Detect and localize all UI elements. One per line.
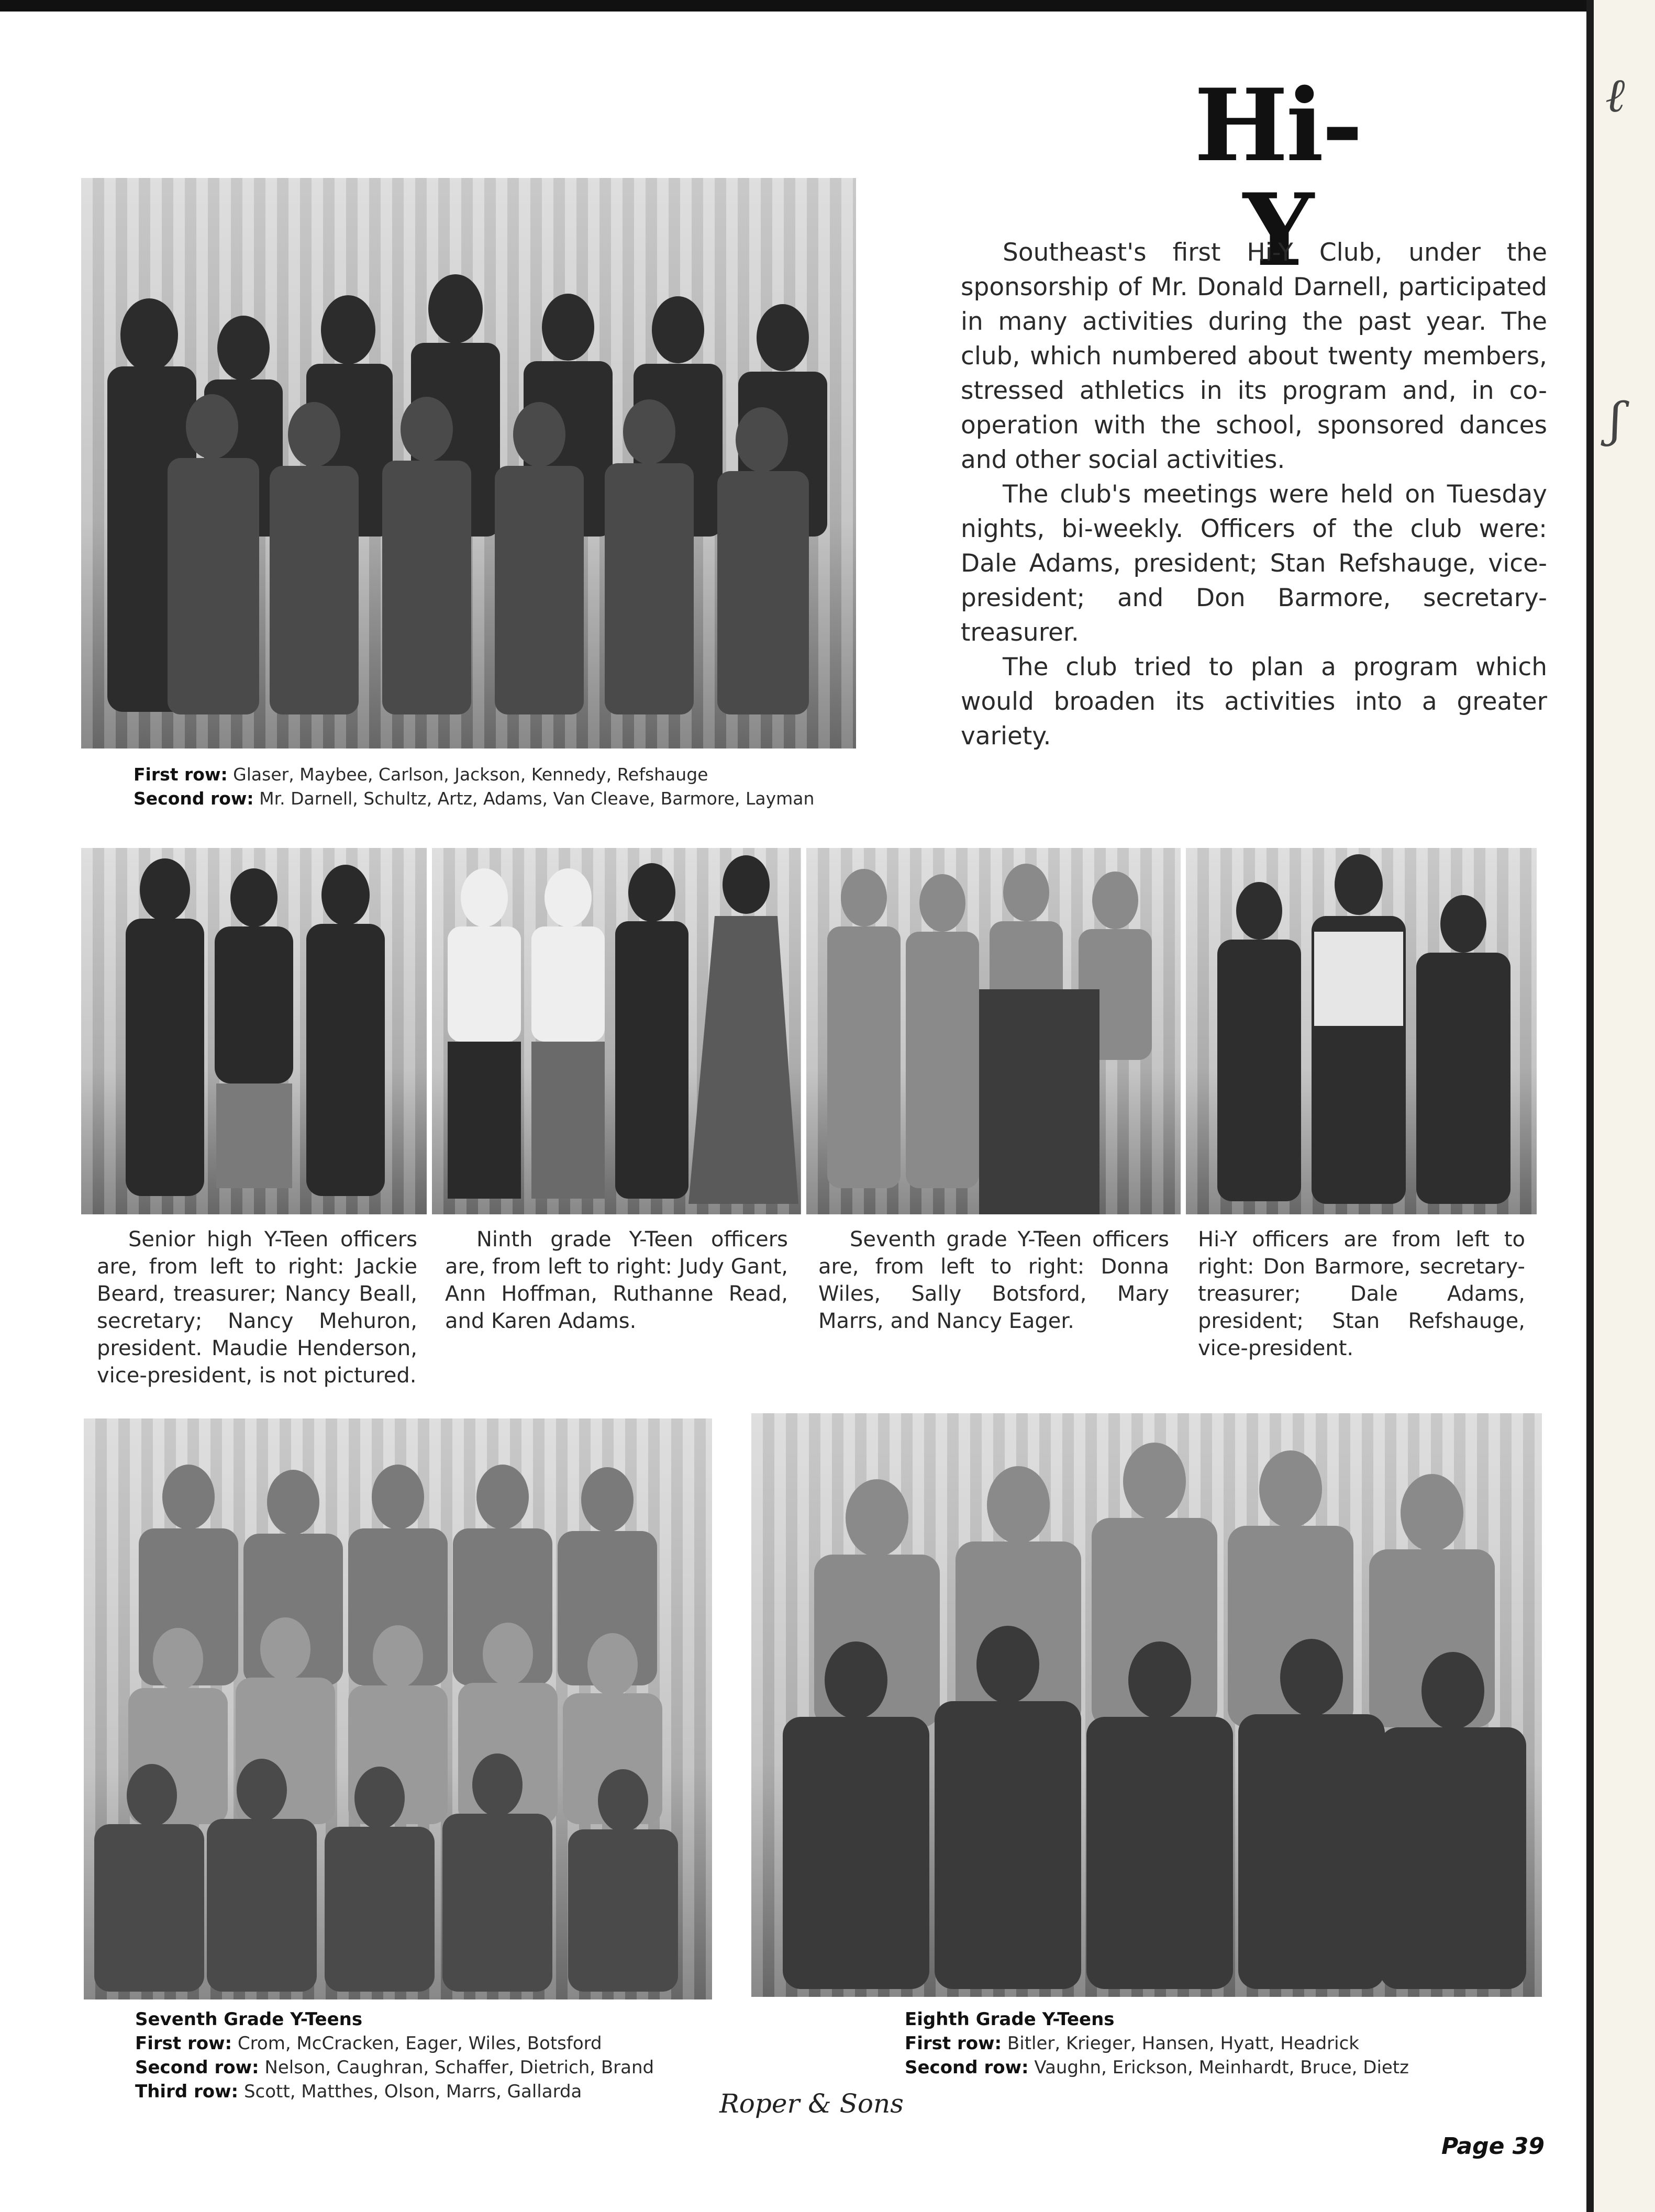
row-names: Vaughn, Erickson, Meinhardt, Bruce, Dietz — [1034, 2057, 1409, 2078]
hiy-officers-caption: Hi-Y officers are from left to right: Don Barmore, secretary-treasurer; Dale Adams, president; Stan Refshauge, vice-president. — [1198, 1227, 1525, 1360]
row-names: Scott, Matthes, Olson, Marrs, Gallarda — [243, 2081, 582, 2102]
row-label: Third row: — [135, 2081, 239, 2102]
row-names: Nelson, Caughran, Schaffer, Dietrich, Brand — [264, 2057, 654, 2078]
article-paragraph: The club tried to plan a program which would broaden its activities into a greater variety. — [961, 653, 1547, 751]
senior-high-officers-caption: Senior high Y-Teen officers are, from left to right: Jackie Beard, treasurer; Nancy Beall, secretary; Nancy Mehuron, president. Maudie Henderson, vice-president, is not pictured. — [97, 1227, 417, 1388]
row-names: Bitler, Krieger, Hansen, Hyatt, Headrick — [1007, 2033, 1359, 2054]
binding-strip — [1594, 0, 1655, 2212]
seventh-grade-officers-photo — [806, 848, 1181, 1214]
ninth-grade-officers-caption: Ninth grade Y-Teen officers are, from left to right: Judy Gant, Ann Hoffman, Ruthanne Read, and Karen Adams. — [445, 1227, 788, 1333]
caption-heading: Eighth Grade Y-Teens — [905, 2009, 1115, 2030]
seventh-grade-yteens-photo — [84, 1418, 712, 1999]
caption-row — [905, 2055, 1533, 2080]
row-label: Second row: — [135, 2057, 259, 2078]
row-label: Second row: — [134, 788, 254, 809]
row-label: Second row: — [905, 2057, 1029, 2078]
eighth-grade-yteens-photo — [751, 1413, 1542, 1997]
page-title: Hi-Y — [1194, 67, 1361, 288]
page-number: Page 39 — [1441, 2133, 1545, 2160]
page-top-border — [0, 0, 1655, 12]
caption-row — [135, 2055, 716, 2080]
caption-heading: Seventh Grade Y-Teens — [135, 2009, 363, 2030]
page-right-border — [1586, 0, 1594, 2212]
row-names: Mr. Darnell, Schultz, Artz, Adams, Van Cleave, Barmore, Layman — [259, 788, 815, 809]
ninth-grade-officers-photo — [432, 848, 801, 1214]
caption-row — [134, 787, 861, 811]
caption-row — [905, 2031, 1533, 2055]
senior-high-officers-photo — [81, 848, 427, 1214]
article-paragraph: Southeast's first Hi-Y Club, under the sponsorship of Mr. Donald Darnell, participated in many activities during the past year. The club, which numbered about twenty members, stressed athletics in its program and, in co-operation with the school, sponsored dances and other social activities. — [961, 238, 1547, 474]
hiy-group-caption — [134, 763, 861, 811]
seventh-grade-yteens-caption — [135, 2007, 716, 2104]
seventh-grade-officers-caption: Seventh grade Y-Teen officers are, from left to right: Donna Wiles, Sally Botsford, Mary Marrs, and Nancy Eager. — [818, 1227, 1169, 1333]
row-names: Crom, McCracken, Eager, Wiles, Botsford — [237, 2033, 602, 2054]
photographer-credit: Roper & Sons — [719, 2088, 904, 2119]
hiy-officers-photo — [1186, 848, 1537, 1214]
row-label: First row: — [135, 2033, 232, 2054]
row-names: Glaser, Maybee, Carlson, Jackson, Kennedy, Refshauge — [233, 764, 708, 785]
caption-row — [134, 763, 861, 787]
article-body — [961, 236, 1547, 754]
handwriting-mark: ℓ — [1605, 68, 1625, 123]
caption-row — [135, 2080, 716, 2104]
row-label: First row: — [134, 764, 228, 785]
row-label: First row: — [905, 2033, 1002, 2054]
article-paragraph: The club's meetings were held on Tuesday nights, bi-weekly. Officers of the club were: Dale Adams, president; Stan Refshauge, vice-president; and Don Barmore, secretary-treasurer. — [961, 480, 1547, 647]
eighth-grade-yteens-caption — [905, 2007, 1533, 2080]
hiy-group-photo — [81, 178, 856, 748]
caption-row — [135, 2031, 716, 2055]
handwriting-mark: ʃ — [1609, 393, 1623, 448]
